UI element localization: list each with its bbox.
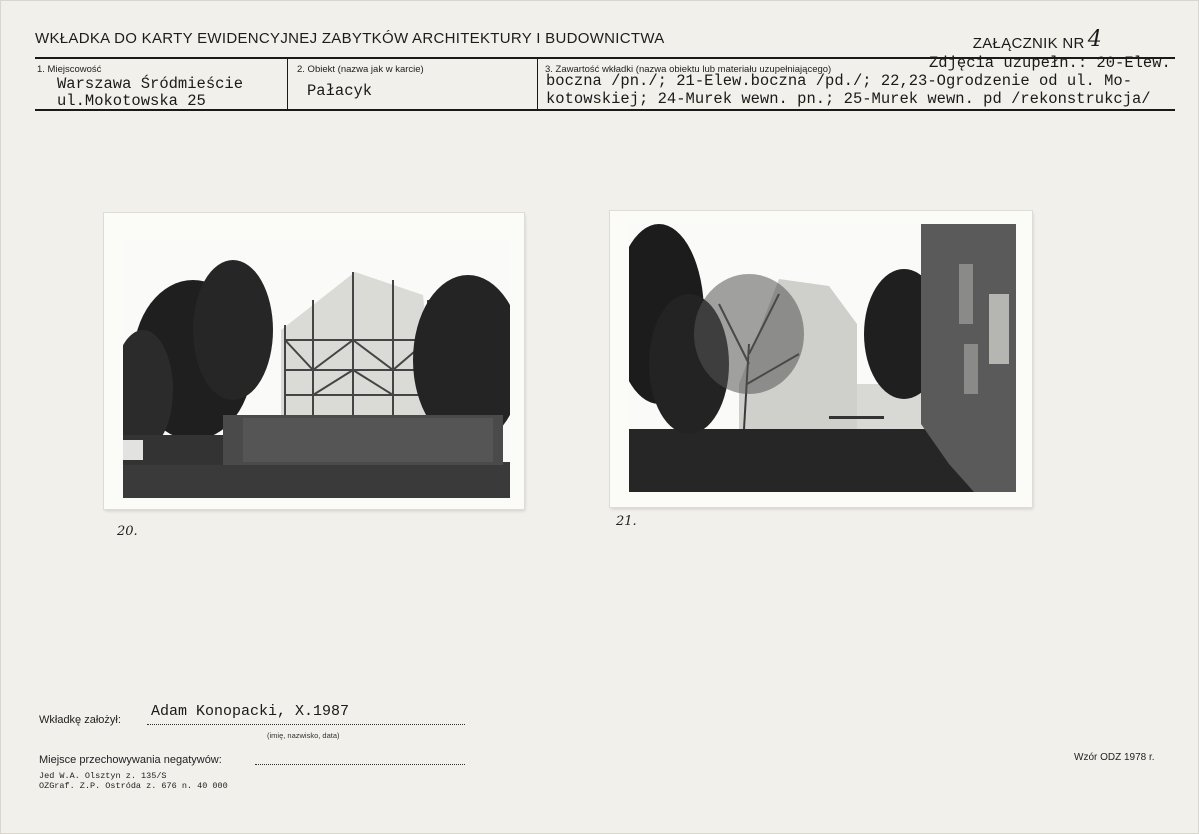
annex-number: [973, 29, 1102, 54]
negatives-label: Miejsce przechowywania negatywów:: [39, 754, 222, 766]
contents-label: 3. Zawartość wkładki (nazwa obiektu lub materiału uzupełniającego): [545, 64, 832, 75]
photo-21: [610, 211, 1032, 507]
contents-line1: Zdjęcia uzupełn.: 20-Elew.: [929, 54, 1171, 72]
photo-21-number: 21.: [616, 514, 637, 529]
photo-20-image: [123, 240, 510, 498]
location-label: 1. Miejscowość: [37, 64, 102, 75]
header-bottom-rule: [35, 109, 1175, 111]
print-info-line2: OZGraf. Z.P. Ostróda z. 676 n. 40 000: [39, 781, 228, 791]
founder-value: Adam Konopacki, X.1987: [151, 703, 350, 720]
template-version: Wzór ODZ 1978 r.: [1074, 752, 1155, 763]
annex-number-value: 4: [1087, 27, 1102, 52]
object-label: 2. Obiekt (nazwa jak w karcie): [297, 64, 424, 75]
field-divider: [287, 59, 288, 109]
photo-20: [104, 213, 524, 509]
founder-hint: (imię, nazwisko, data): [267, 731, 340, 740]
photo-21-image: [629, 224, 1016, 492]
card-title: WKŁADKA DO KARTY EWIDENCYJNEJ ZABYTKÓW ARCHITEKTURY I BUDOWNICTWA: [35, 30, 665, 47]
object-value: Pałacyk: [307, 82, 373, 100]
contents-line2: boczna /pn./; 21-Elew.boczna /pd./; 22,23-Ogrodzenie od ul. Mo-: [546, 72, 1132, 90]
annex-label: ZAŁĄCZNIK NR: [972, 35, 1085, 52]
location-line2: ul.Mokotowska 25: [57, 92, 206, 110]
location-line1: Warszawa Śródmieście: [57, 75, 244, 93]
founder-label: Wkładkę założył:: [39, 714, 121, 726]
photo-20-number: 20.: [117, 524, 138, 539]
founder-line: [147, 724, 465, 725]
contents-line3: kotowskiej; 24-Murek wewn. pn.; 25-Murek wewn. pd /rekonstrukcja/: [546, 90, 1151, 108]
print-info-line1: Jed W.A. Olsztyn z. 135/S: [39, 771, 167, 781]
negatives-line: [255, 764, 465, 765]
field-divider: [537, 59, 538, 109]
